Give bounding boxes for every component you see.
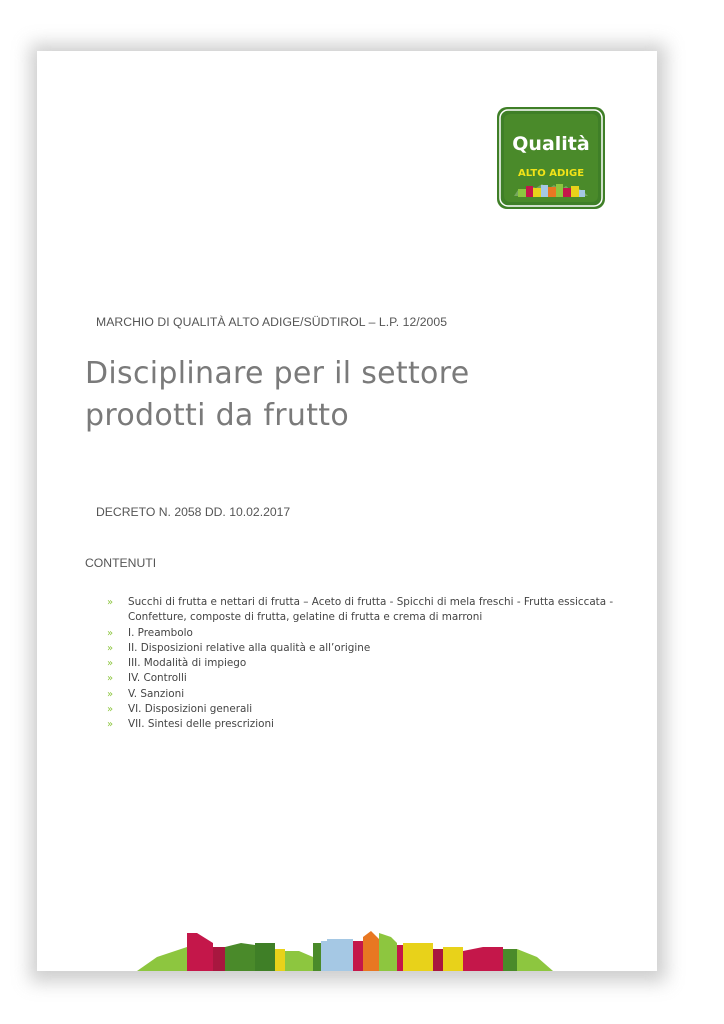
skyline-band (353, 941, 363, 971)
skyline-band (137, 947, 187, 971)
brand-kicker: MARCHIO DI QUALITÀ ALTO ADIGE/SÜDTIROL – L.P. 12/2005 (96, 315, 448, 329)
bullet-glyph: » (107, 719, 114, 731)
document-page (37, 51, 657, 971)
contents-item (107, 656, 613, 671)
contents-item-text: V. Sanzioni (128, 687, 185, 700)
bullet-glyph: » (107, 673, 114, 685)
skyline-band (463, 947, 503, 971)
contents-item-text: VI. Disposizioni generali (128, 703, 253, 716)
skyline-band (197, 933, 213, 971)
bullet-glyph: » (107, 597, 114, 608)
skyline-band (313, 943, 321, 971)
contents-item-text: VII. Sintesi delle prescrizioni (128, 718, 274, 731)
skyline-band (517, 949, 553, 971)
contents-item (107, 702, 613, 717)
skyline-band (213, 947, 225, 971)
logo-region: ALTO ADIGE (517, 168, 585, 179)
skyline-band (285, 951, 313, 971)
contents-item-text-continued: Confetture, composte di frutta, gelatine di frutta e crema di marroni (128, 611, 483, 624)
decree-reference: DECRETO N. 2058 DD. 10.02.2017 (96, 505, 291, 519)
bullet-glyph: » (107, 642, 114, 654)
skyline-band (443, 947, 463, 971)
contents-item-text: I. Preambolo (128, 626, 193, 639)
logo-word: Qualità (512, 133, 590, 155)
skyline-band (403, 943, 433, 971)
contents-item (107, 626, 613, 641)
skyline-band (225, 943, 255, 971)
skyline-band (503, 949, 517, 971)
qualita-alto-adige-logo (496, 106, 606, 210)
skyline-band (433, 949, 443, 971)
contents-item (107, 687, 613, 702)
contents-item-text: II. Disposizioni relative alla qualità e all’origine (128, 641, 371, 654)
document-title (85, 353, 469, 437)
skyline-band (363, 931, 379, 971)
contents-heading: CONTENUTI (85, 556, 157, 570)
skyline-band (187, 933, 197, 971)
skyline-band (321, 941, 327, 971)
contents-item (107, 717, 613, 732)
contents-item (107, 595, 613, 626)
title-line-2: prodotti da frutto (85, 398, 350, 433)
contents-item-text: III. Modalità di impiego (128, 657, 247, 670)
contents-list (107, 595, 613, 733)
contents-item (107, 671, 613, 686)
bullet-glyph: » (107, 658, 114, 670)
contents-item-text: IV. Controlli (128, 672, 187, 685)
skyline-band (379, 933, 397, 971)
skyline-band (275, 949, 285, 971)
bullet-glyph: » (107, 704, 114, 716)
skyline-decoration (37, 917, 657, 971)
contents-item-text: Succhi di frutta e nettari di frutta – Aceto di frutta - Spicchi di mela freschi - Frutta essiccata - (128, 596, 614, 608)
skyline-band (397, 945, 403, 971)
bullet-glyph: » (107, 627, 114, 639)
bullet-glyph: » (107, 688, 114, 700)
skyline-band (327, 939, 353, 971)
skyline-band (255, 943, 275, 971)
contents-item (107, 641, 613, 656)
title-line-1: Disciplinare per il settore (85, 356, 470, 391)
